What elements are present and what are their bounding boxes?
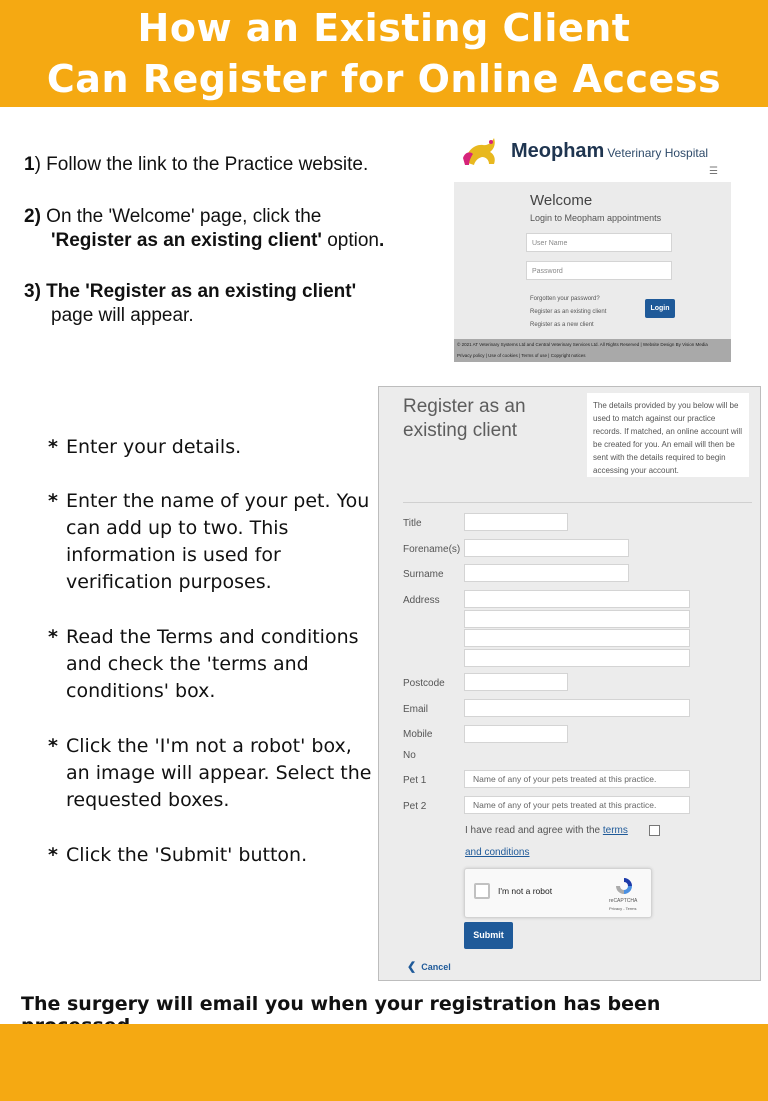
- step-3-line-1: 3) The 'Register as an existing client': [24, 281, 357, 302]
- register-title: Register as an existing client: [403, 396, 526, 441]
- terms-lead: I have read and agree with the: [465, 825, 603, 836]
- step-1-text: Follow the link to the Practice website.: [40, 154, 369, 175]
- bullet-pet-name: [48, 488, 378, 596]
- login-panel: [454, 182, 731, 339]
- login-footer: [454, 339, 731, 362]
- closing-note: The surgery will email you when your registration has been: [21, 993, 661, 1015]
- header-title-line-2: Can Register for Online Access: [46, 57, 722, 101]
- bullet-star: *: [48, 436, 58, 458]
- postcode-label: Postcode: [403, 678, 445, 689]
- step-1-separator: ): [34, 154, 41, 175]
- step-2: [24, 205, 384, 253]
- bullet-star: *: [48, 844, 58, 866]
- welcome-subtitle: Login to Meopham appointments: [530, 213, 662, 223]
- header-title-line-1: How an Existing Client: [137, 6, 631, 50]
- bullet-text: Click the 'Submit' button.: [66, 844, 308, 866]
- login-button[interactable]: Login: [645, 299, 675, 318]
- register-new-client-link[interactable]: Register as a new client: [530, 322, 594, 328]
- username-input[interactable]: User Name: [526, 233, 672, 252]
- cancel-label: Cancel: [421, 962, 451, 972]
- surname-input[interactable]: [464, 564, 629, 582]
- email-label: Email: [403, 704, 429, 715]
- password-input[interactable]: Password: [526, 261, 672, 280]
- forgot-password-link[interactable]: Forgotten your password?: [530, 296, 600, 302]
- address-line-2-input[interactable]: [464, 610, 690, 628]
- recaptcha-privacy-links[interactable]: Privacy - Terms: [609, 906, 637, 911]
- bullet-text: Read the Terms and conditions and check the 'terms and conditions' box.: [66, 626, 359, 702]
- bullet-star: *: [48, 735, 58, 757]
- step-2-bold-text: 'Register as an existing client': [51, 230, 322, 251]
- conditions-link[interactable]: and conditions: [465, 847, 530, 858]
- terms-checkbox[interactable]: [649, 825, 660, 836]
- title-input[interactable]: [464, 513, 568, 531]
- bullet-terms: [48, 624, 378, 705]
- pet-1-label: Pet 1: [403, 775, 427, 786]
- step-2-indent: [51, 230, 384, 251]
- pet-2-label: Pet 2: [403, 801, 427, 812]
- bullet-text: Enter your details.: [66, 436, 242, 458]
- brand-wordmark: [511, 140, 708, 163]
- pet-2-input[interactable]: Name of any of your pets treated at this practice.: [464, 796, 690, 814]
- bullet-star: *: [48, 626, 58, 648]
- welcome-title: Welcome: [530, 192, 593, 209]
- login-footer-copyright: © 2021 AT Veterinary Systems Ltd and Central Veterinary Services Ltd. All Rights Reserved | Website Design By Vision Media: [457, 342, 708, 347]
- bullet-text: Click the 'I'm not a robot' box, an image will appear. Select the requested boxes.: [66, 735, 372, 811]
- recaptcha-logo-icon: [614, 877, 634, 895]
- forename-input[interactable]: [464, 539, 629, 557]
- submit-button[interactable]: Submit: [464, 922, 513, 949]
- bullet-text: Enter the name of your pet. You can add up to two. This information is used for verification purposes.: [66, 490, 370, 593]
- terms-text: [465, 825, 628, 836]
- postcode-input[interactable]: [464, 673, 568, 691]
- email-input[interactable]: [464, 699, 690, 717]
- terms-link[interactable]: terms: [602, 825, 628, 836]
- pet-1-input[interactable]: Name of any of your pets treated at this practice.: [464, 770, 690, 788]
- address-line-1-input[interactable]: [464, 590, 690, 608]
- login-site-header: [455, 130, 731, 182]
- step-1-number: 1: [24, 154, 35, 175]
- recaptcha-checkbox[interactable]: [474, 883, 490, 899]
- bullet-submit: [48, 842, 378, 869]
- cancel-link[interactable]: [407, 960, 451, 973]
- step-2-text: On the 'Welcome' page, click the: [40, 206, 322, 227]
- register-existing-client-link[interactable]: Register as an existing client: [530, 309, 607, 315]
- menu-icon[interactable]: ☰: [709, 166, 718, 177]
- mobile-input[interactable]: [464, 725, 568, 743]
- step-2-tail-end: .: [378, 230, 385, 251]
- recaptcha-brand: reCAPTCHA: [609, 898, 638, 904]
- header-banner: [0, 0, 768, 107]
- surname-label: Surname: [403, 569, 444, 580]
- brand-subtitle: Veterinary Hospital: [607, 146, 709, 160]
- step-2-number: 2): [24, 206, 41, 227]
- login-footer-links[interactable]: Privacy policy | Use of cookies | Terms of use | Copyright notices: [457, 353, 586, 358]
- brand-name: Meopham: [511, 140, 605, 162]
- paw-dog-logo-icon: [461, 136, 501, 168]
- bullet-star: *: [48, 490, 58, 512]
- mobile-label-line-2: No: [403, 750, 416, 761]
- divider: [403, 502, 752, 503]
- recaptcha-widget: [464, 868, 652, 918]
- register-form: [378, 386, 761, 981]
- mobile-label-line-1: Mobile: [403, 729, 433, 740]
- chevron-left-icon: ❮: [407, 961, 417, 973]
- step-2-tail: option: [321, 230, 379, 251]
- address-line-3-input[interactable]: [464, 629, 690, 647]
- bullet-robot: [48, 733, 378, 814]
- address-label: Address: [403, 595, 440, 606]
- title-label: Title: [403, 518, 422, 529]
- address-line-4-input[interactable]: [464, 649, 690, 667]
- step-3-line-2: page will appear.: [51, 305, 194, 326]
- step-3: [24, 280, 356, 328]
- forename-label: Forename(s): [403, 544, 461, 555]
- bullet-enter-details: [48, 434, 378, 461]
- register-info-note: The details provided by you below will be used to match against our practice records. If matched, an online account will be created for you. An email will then be sent with the details required to begin accessing your account.: [587, 393, 749, 477]
- step-1: [24, 153, 368, 177]
- footer-bar: [0, 1024, 768, 1101]
- recaptcha-label: I'm not a robot: [498, 886, 553, 896]
